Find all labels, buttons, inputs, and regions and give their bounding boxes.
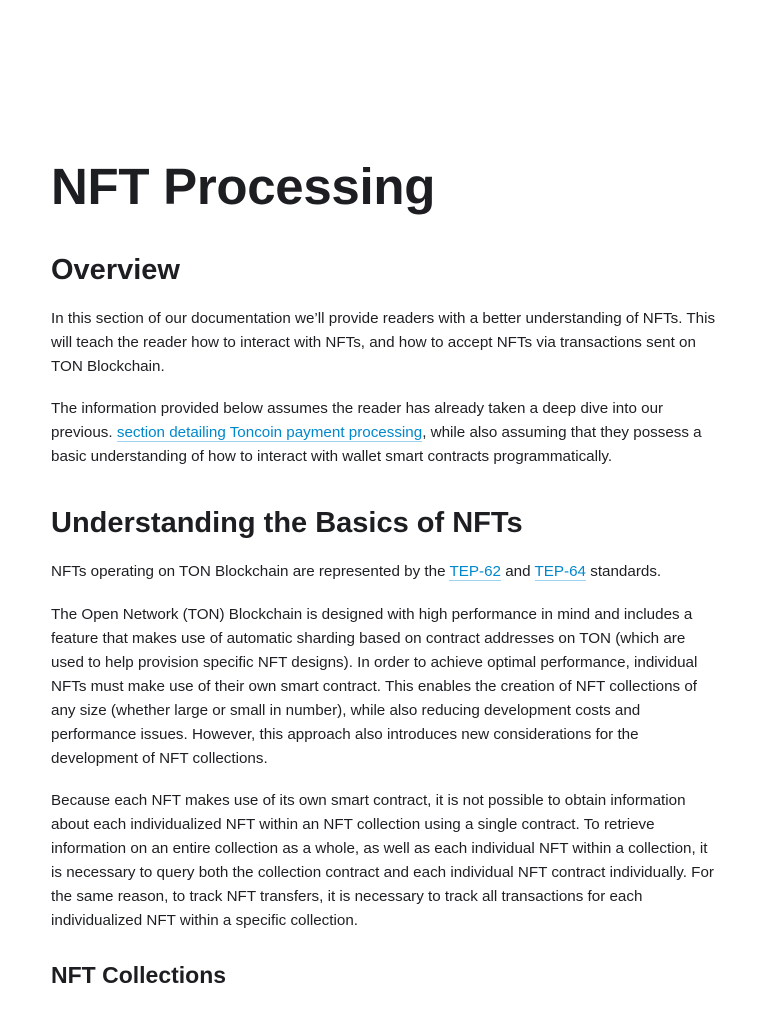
overview-paragraph-2 xyxy=(51,397,721,469)
tep-62-link[interactable]: TEP-62 xyxy=(449,563,501,580)
basics-paragraph-3: Because each NFT makes use of its own smart contract, it is not possible to obtain information about each individualized NFT within an NFT collection using a single contract. To retrieve information on an entire collection as a whole, as well as each individual NFT within a collection, it is necessary to query both the collection contract and each individual NFT contract individually. For the same reason, to track NFT transfers, it is necessary to track all transactions for each individualized NFT within a specific collection. xyxy=(51,792,714,929)
basics-heading: Understanding the Basics of NFTs xyxy=(51,507,523,539)
overview-paragraph-1: In this section of our documentation we’ll provide readers with a better understanding of NFTs. This will teach the reader how to interact with NFTs, and how to accept NFTs via transactions sent on TON Blockchain. xyxy=(51,310,716,375)
basics-paragraph-1 xyxy=(51,560,721,584)
basics-paragraph-1-text-end: standards. xyxy=(586,563,662,580)
overview-heading: Overview xyxy=(51,254,180,286)
basics-paragraph-1-text-start: NFTs operating on TON Blockchain are represented by the xyxy=(51,563,450,580)
toncoin-payment-processing-link[interactable]: section detailing Toncoin payment processing xyxy=(116,424,423,441)
page-title: NFT Processing xyxy=(51,158,436,215)
basics-paragraph-2: The Open Network (TON) Blockchain is designed with high performance in mind and includes a feature that makes use of automatic sharding based on contract addresses on TON (which are used to help provision specific NFT designs). In order to achieve optimal performance, individual NFTs must make use of their own smart contract. This enables the creation of NFT collections of any size (whether large or small in number), while also reducing development costs and performance issues. However, this approach also introduces new considerations for the development of NFT collections. xyxy=(51,606,698,767)
nft-collections-heading: NFT Collections xyxy=(51,962,227,988)
overview-paragraph-2-text-start: The information provided below assumes the reader has already taken a deep dive into our previous. xyxy=(51,400,664,441)
overview-paragraph-2-text-end: , while also assuming that they possess a basic understanding of how to interact with wallet smart contracts programmatically. xyxy=(51,424,702,465)
tep-64-link[interactable]: TEP-64 xyxy=(534,563,586,580)
basics-paragraph-1-text-and: and xyxy=(500,563,535,580)
